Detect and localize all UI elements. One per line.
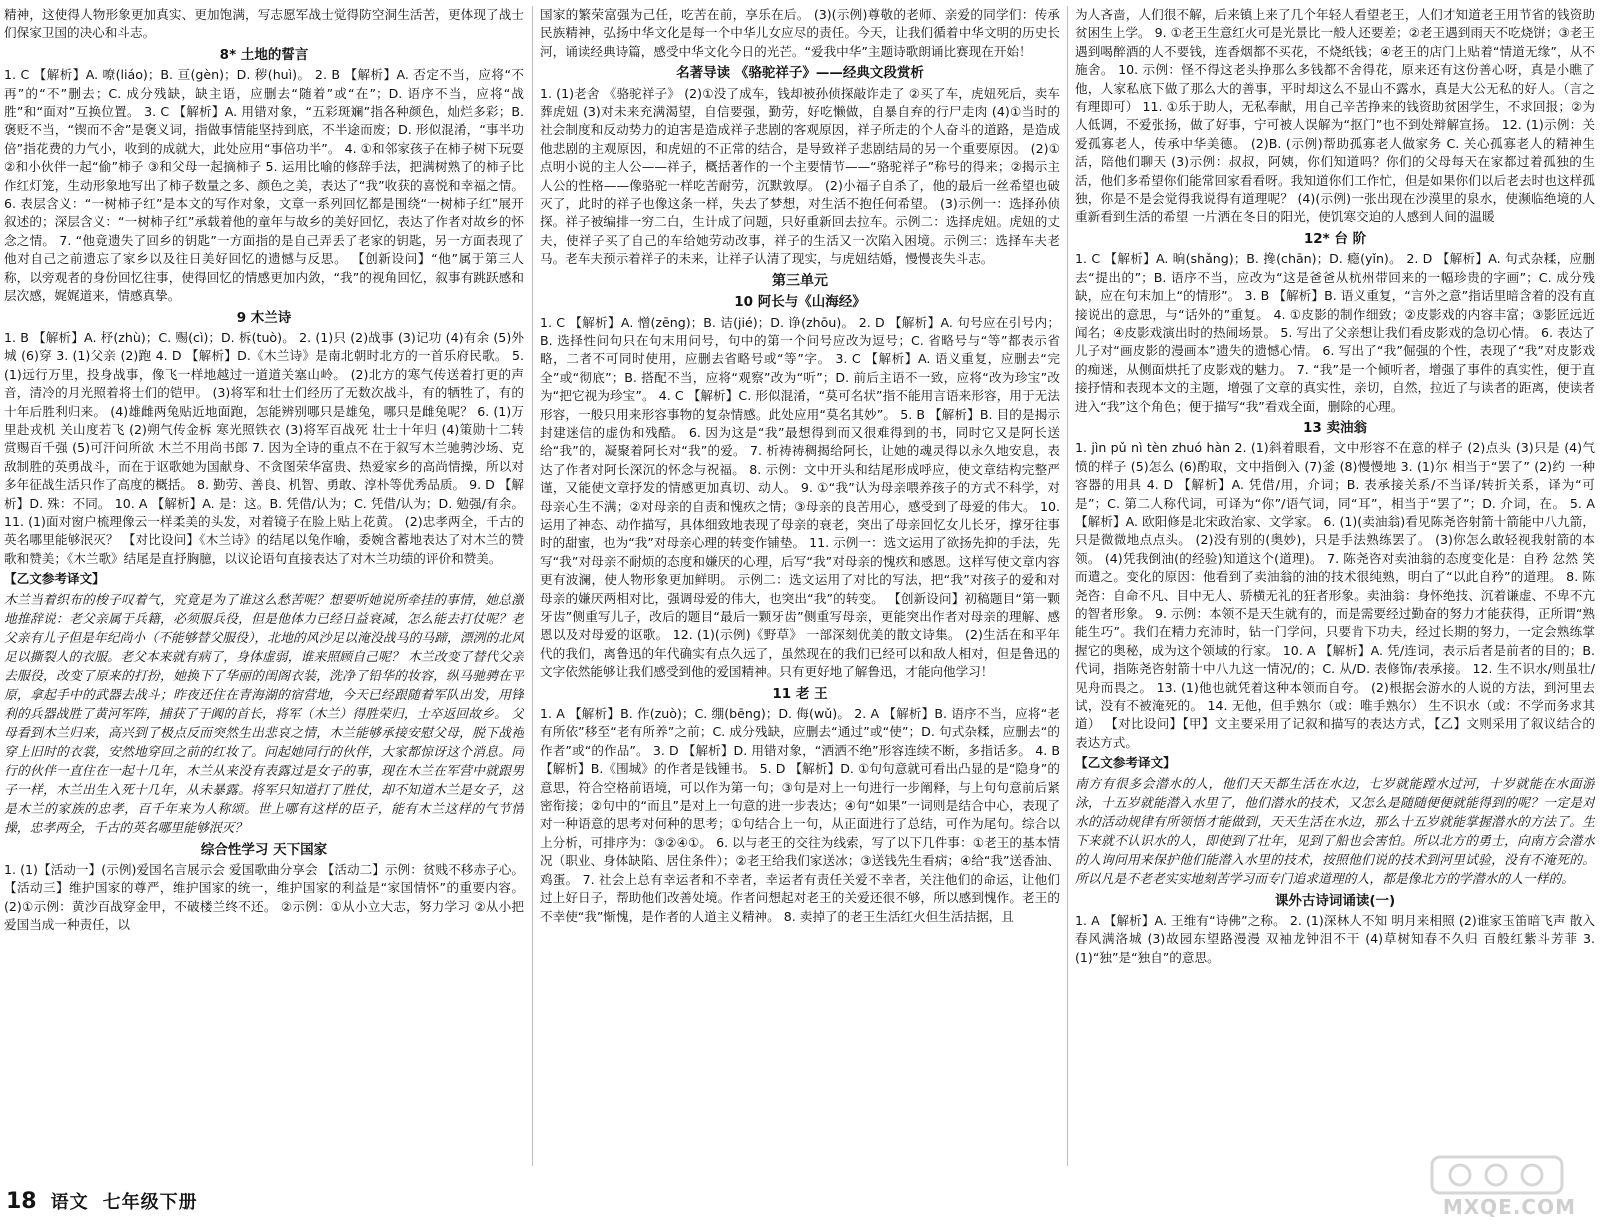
section-title-10: 10 阿长与《山海经》 [734,294,866,311]
subject-label: 语文 [50,1192,89,1213]
translation-heading-1: 【乙文参考译文】 [4,571,105,587]
section-title-comprehensive: 综合性学习 天下国家 [200,841,328,858]
column-left [4,6,524,1166]
section-body-12: 1. C 【解析】A. 晌(shǎng)；B. 搀(chān)；D. 瘾(yǐn)。 2. D 【解析】A. 句式杂糅，应删去“提出的”；B. 语序不当，应改为“这是爸爸从杭州带回来的一幅珍贵的字画”；C. 成分残缺，应在句末加上“的情形”。 3. B 【解析】B. 语义重复，“言外之意”指话里暗含着的没有直接说出的意思，与“话外的”重复。 4. ①皮影的制作细致；②皮影戏的内容丰富；③影匠远近闻名；④皮影戏演出时的热闹场景。 5. 写出了父亲想让我们看皮影戏的急切心情。 6. 表达了儿子对“画皮影的漫画本”遗失的遗憾心情。 6. 写出了“我”倔强的个性，表现了“我”对皮影戏的痴迷，从侧面烘托了皮影戏的魅力。 7. “我”是一个倾听者，增强了事件的真实性，便于直接抒情和表现本文的主题，增强了文章的真实性，亲切，自然，拉近了与读者的距离，使读者进入“我”这个角色；便于描写“我”看戏全面，删除的心理。 [1075,251,1595,414]
column-right [1075,6,1595,1166]
col3-intro: 为人吝啬，人们很不解，后来镇上来了几个年轻人看望老王，人们才知道老王用节省的钱资助贫困生上学。 9. ①老王生意红火可是光景比一般人还要差；②老王遇到雨天不吃烧饼；③老王遇到喝醉酒的人不要钱，连香烟都不买花，不烧纸钱；④老王的店门上贴着“情道无缘”，从不施舍。 10. 示例：怪不得这老头挣那么多钱都不舍得花，原来还有这份善心呀，真是小瞧了他，人家私底下做了那么大的善事，平时却这么不显山不露水，真是大公无私的好人。（言之有理即可） 11. ①乐于助人，无私奉献，用自己辛苦挣来的钱资助贫困学生，不求回报；②为人低调，不爱张扬，做了好事，宁可被人误解为“抠门”也不到处辩解宣扬。 12. (1)示例：关爱孤寡老人，传承中华美德。 (2)B. (示例)帮助孤寡老人做家务 C. 关心孤寡老人的精神生活，陪他们聊天 (3)示例：叔叔，阿姨，你们知道吗？你们的父母每天在家都过着孤独的生活，他们多希望你们能常回家看看呀。我知道你们工作忙，但是如果你们以后老去时也这样孤独，你是不是会觉得我说得有道理呢？ (4)(示例)一张出现在沙漠里的泉水，使濒临绝境的人重新看到生活的希望 一片洒在冬日的阳光，使饥寒交迫的人感到人间的温暖 [1075,7,1595,225]
translation-body-2: 南方有很多会潜水的人，他们天天都生活在水边，七岁就能蹚水过河，十岁就能在水面游泳，十五岁就能潜入水里了，他们潜水的技术，又怎么是随随便便就能得到的呢？一定是对水的活动规律有所领悟才能做到，天天生活在水边，那么十五岁就能掌握潜水的方法了。生下来就不认识水的人，即使到了壮年，见到了船也会害怕。所以北方的勇士，向南方会潜水的人询问用来保护他们能潜入水里的技术，按照他们说的技术到河里试验，没有不淹死的。所以凡是不老老实实地刻苦学习而专门追求道理的人，都是像北方的学潜水的人一样的。 [1075,776,1595,887]
col2-intro: 国家的繁荣富强为己任，吃苦在前，享乐在后。 (3)(示例)尊敬的老师、亲爱的同学们：传承民族精神，弘扬中华文化是每一个中华儿女应尽的责任。今天，让我们循着中华文明的历史长河，诵读经典诗篇，感受中华文化今日的光芒。“爱我中华”主题诗歌朗诵比赛现在开始！ [540,7,1060,59]
page-footer [6,1188,198,1218]
section-body-10: 1. C 【解析】A. 憎(zēng)；B. 诘(jié)；D. 诤(zhōu)。 2. D 【解析】A. 句号应在引号内；B. 选择性问句只在句末用问号，句中的第一个问号应改为逗号；C. 省略号与“等”都表示省略，二者不可同时使用，应删去省略号或“等”字。 3. C 【解析】A. 语义重复，应删去“完全”或“彻底”；B. 搭配不当，应将“观察”改为“听”；D. 前后主语不一致，应将“改为珍宝”改为“把它视为珍宝”。 4. C 【解析】C. 形似混淆，“莫可名状”指不能用言语来形容，用于无法形容，一般只用来形容事物的复杂情感。此处应用“莫名其妙”。 5. B 【解析】B. 目的是揭示封建迷信的虚伪和残酷。 6. 因为这是“我”最想得到而又很难得到的书，同时它又是阿长送给“我”的，凝聚着阿长对“我”的爱。 7. 析祷祷稠揭给阿长，让她的魂灵得以永久地安息，表达了作者对阿长深沉的怀念与祝福。 8. 示例：文中开头和结尾形成呼应，使文章结构完整严谨，又能使文章抒发的情感更加真切、动人。 9. ①“我”认为母亲喂养孩子的方式不科学，对母亲心生不满；②对母亲的自责和愧疚之情；③母亲的良苦用心，感受到了母爱的伟大。 10. 运用了神态、动作描写，具体细致地表现了母亲的衰老，突出了母亲回忆女儿长牙，撑牙往事时的甜蜜，也为“我”对母亲心理的转变作铺垫。 11. 示例一：选文运用了欲扬先抑的手法，先写“我”对母亲不耐烦的态度和嫌厌的心理，后写“我”对母亲的愧疚和感恩。这样写使文章内容更有波澜，使人物形象更加鲜明。 示例二：选文运用了对比的写法，把“我”对孩子的爱和对母亲的嫌厌两相对比，强调母爱的伟大，也突出“我”的转变。 【创新设问】初稿题目“第一颗牙齿”侧重写儿子，改后的题目“最后一颗牙齿”侧重写母亲，更能突出作者对母亲的理解、感恩以及对母爱的讴歌。 12. (1)(示例)《野草》 一部深刻优美的散文诗集。 (2)生活在和平年代的我们，离鲁迅的年代确实有点久远了，虽然现在的我们已经可以和敌人相对，但是鲁迅的文字依然能够让我们感受到他的爱国精神。只有更好地了解鲁迅，才能向他学习！ [540,314,1060,680]
column-divider [532,6,533,1166]
section-title-poems: 课外古诗词诵读(一) [1274,892,1396,909]
watermark-logo [1392,1155,1582,1219]
section-body-poems: 1. A 【解析】A. 王维有“诗佛”之称。 2. (1)深林人不知 明月来相照 (2)谁家玉笛暗飞声 散入春风满洛城 (3)故园东望路漫漫 双袖龙钟泪不干 (4)草树知春不久归 百般红紫斗芳菲 3. (1)“独”是“独自”的意思。 [1075,913,1595,965]
section-body-comprehensive: 1. (1)【活动一】(示例)爱国名言展示会 爱国歌曲分享会 【活动二】示例：贫贱不移赤子心。 【活动三】维护国家的尊严，维护国家的统一，维护国家的利益是“家国情怀”的重要内容。 (2)①示例：黄沙百战穿金甲，不破楼兰终不还。 ②示例：①从小立大志，努力学习 ②从小把爱国当成一种责任，以 [4,862,524,933]
section-title-9: 9 木兰诗 [236,309,292,326]
grade-label: 七年级下册 [102,1192,198,1213]
section-title-13: 13 卖油翁 [1303,419,1367,436]
section-title-8: 8* 土地的誓言 [219,46,309,63]
section-title-11: 11 老 王 [772,685,828,702]
watermark-text: MXQE.COM [1442,1195,1576,1219]
section-body-13: 1. jìn pǔ nì tèn zhuó hàn 2. (1)斜着眼看，文中形容不在意的样子 (2)点头 (3)只是 (4)气愤的样子 (5)怎么 (6)酌取，文中指倒入 (7)釜 (8)慢慢地 3. (1)尔 相当于“罢了” (2)约 一种容器的用具 4. D 【解析】A. 凭借/用，介词；B. 表承接关系/不当译/转折关系，译为“可是”；C. 第二人称代词，可译为“你”/语气词，同“耳”，相当于“罢了”；D. 介词，在。 5. A 【解析】A. 欧阳修是北宋政治家、文学家。 6. (1)(卖油翁)看见陈尧咨射箭十箭能中八九箭，只是微微地点点头。 (2)没有别的(奥妙)，只是手法熟练罢了。 (3)你怎么敢轻视我射箭的本领。 (4)凭我倒油(的经验)知道这个(道理)。 7. 陈尧咨对卖油翁的态度变化是：自矜 忿然 笑而遣之。变化的原因：他看到了卖油翁的油的技术很纯熟，明白了“以此自矜”的道理。 8. 陈尧咨：自命不凡、目中无人、骄横无礼的狂者形象。卖油翁：身怀绝技、沉着谦虚、不卑不亢的智者形象。 9. 示例：本领不是天生就有的，而是需要经过勤奋的努力才能获得，正所谓“熟能生巧”。我们在精力充沛时，钻一门学问，只要肯下功夫，经过长期的努力，一定会熟练掌握它的奥秘，成为这个领域的行家。 10. A 【解析】A. 凭/连词，表示后者是前者的目的；B. 代词，指陈尧咨射箭十中八九这一情况/的；C. 从/D. 表修饰/表承接。 12. 生不识水/则虽壮/见舟而畏之。 13. (1)他也就凭着这种本领而自夸。 (2)根据会游水的人说的方法，到河里去试，没有不被淹死的。 14. 无他，但手熟尔（或：唯手熟尔） 生不识水（或：不学而务求其道） 【对比设问】【甲】文主要采用了记叙和描写的表达方式，【乙】文则采用了叙议结合的表达方式。 [1075,440,1595,750]
section-body-8: 1. C 【解析】A. 嘹(liáo)；B. 亘(gèn)；D. 秽(huì)。 2. B 【解析】A. 否定不当，应将“不再”的“不”删去；C. 成分残缺，缺主语，应删去“随着”或“在”；D. 语序不当，应将“战胜”和“面对”互换位置。 3. C 【解析】A. 用错对象，“五彩斑斓”指各种颜色，灿烂多彩；B. 褒贬不当，“锲而不舍”是褒义词，指做事情能坚持到底，不半途而废；D. 形似混淆，“事半功倍”指花费的力气小，收到的成就大，此处应用“事倍功半”。 4. ①和邻家孩子在柿子树下玩耍 ②和小伙伴一起“偷”柿子 ③和父母一起摘柿子 5. 运用比喻的修辞手法，把满树熟了的柿子比作红灯笼，生动形象地写出了柿子数量之多、颜色之美，表达了“我”收获的喜悦和幸福之情。 6. 表层含义：“一树柿子红”是本文的写作对象，文章一系列回忆都是围绕“一树柿子红”展开叙述的；深层含义：“一树柿子红”承载着他的童年与故乡的美好回忆，表达了作者对故乡的怀念之情。 7. “他竟遗失了回乡的钥匙”一方面指的是自己弄丢了老家的钥匙，另一方面表现了他对自己之前遗忘了家乡以及往日美好回忆的遗憾与反思。 【创新设问】“他”属于第三人称，以旁观者的身份回忆往事，使得回忆的情感更加内敛，“我”的视角回忆，叙事有跳跃感和层次感，娓娓道来，情感真挚。 [4,67,524,304]
column-divider [1067,6,1068,1166]
section-title-12: 12* 台 阶 [1303,230,1367,247]
translation-body-1: 木兰当着织布的梭子叹着气，究竟是为了谁这么愁苦呢？想要听她说所牵挂的事情，她总激地推辞说：老父亲属于兵籍，必须服兵役，但是他体力已经日益衰减，怎么能去打仗呢？老父亲有儿子但是年纪尚小（不能够替父服役），北地的风沙足以淹没战马的马蹄，漂洌的北风足以撕裂人的衣服。老父本来就有病了，身体虚弱，谁来照顾自己呢？ 木兰改变了替代父亲去服役，改变了原来的打扮，她换下了华丽的闺阁衣装，洗净了铅华的妆容，纵马驰骋在平原，拿起手中的武器去战斗；昨夜还住在青海湖的宿营地，今天已经跟随着军队出发，用锋利的兵器战胜了黄河军阵，捕获了于阗的首长，将军（木兰）得胜荣归，士卒返回故乡。 父母看到木兰归来，高兴到了极点反而突然生出悲哀之情，木兰能够承接安慰父母，脱下战袍穿上旧时的衣裳，安然地穿回之前的红妆了。问起她同行的伙伴，大家都惊讶这个消息。同行的伙伴一直住在一起十几年，木兰从来没有表露过是女子的事，现在木兰在军营中就跟男子一样，木兰出生入死十几年，从未暴露。将军只知道打了胜仗，却不知道木兰是女子，这是木兰的家族的忠孝，百千年来为人称颂。世上哪有这样的臣子，能有木兰这样的气节情操，忠孝两全，千古的英名哪里能够泯灭？ [4,592,524,836]
section-body-classic-reading: 1. (1)老舍 《骆驼祥子》 (2)①没了成车，钱却被孙侦探敲诈走了 ②买了车，虎妞死后，卖车葬虎妞 (3)对未来充满渴望，自信要强，勤劳，好吃懒做，自暴自弃的行尸走肉 (4)①当时的社会制度和反动势力的迫害是造成祥子悲剧的客观原因，祥子所走的个人奋斗的道路，是造成他悲剧的主观原因，和虎妞的不正常的结合，是导致祥子悲剧结局的另一个重要原因。 (2)①点明小说的主人公——祥子，概括著作的一个主要情节——“骆驼祥子”称号的得来；②揭示主人公的性格——像骆驼一样吃苦耐劳，沉默敦厚。 (2)小福子自杀了，他的最后一丝希望也破灭了，此时的祥子也像这条一样，失去了梦想，对生活不抱任何希望。 (3)示例一：选择孙侦探。祥子被编排一穷二白，生计成了问题，只好重新回去拉车。示例二：选择虎妞。虎妞的丈夫，使祥子买了自己的车给她劳动改事，祥子的生活又一次陷入困境。示例三：选择车夫老马。老车夫预示着祥子的未来，让祥子认清了现实，与虎妞结婚，慢慢丧失斗志。 [540,85,1060,267]
column-middle [540,6,1060,1166]
translation-heading-2: 【乙文参考译文】 [1075,755,1176,771]
section-title-classic-reading: 名著导读 《骆驼祥子》——经典文段赏析 [676,65,924,82]
section-body-11: 1. A 【解析】B. 作(zuò)；C. 绷(bēng)；D. 侮(wǔ)。 2. A 【解析】B. 语序不当，应将“老有所依”移至“老有所养”之前；C. 成分残缺，应删去“通过”或“使”；D. 句式杂糅，应删去“的作者”或“的作品”。 3. D 【解析】D. 用错对象，“洒洒不绝”形容连续不断，多指话多。 4. B 【解析】B.《围城》的作者是钱锺书。 5. D 【解析】D. ①句句意就可看出凸显的是“隐身”的意思，符合空格前语境，可以作为第一句；③句是对上一句进行一步阐释，与上句句意前后紧密衔接；②句中的“而且”是对上一句意的进一步表达；④句“如果”一词则是结合中心，表现了对一种语意的思考对何种的思考；①句结合上一句，从正面进行了总结，可作为尾句。综合以上分析，可排序为：③②④①。 6. 以与老王的交往为线索，写了以下几件事：①老王的基本情况（职业、身体缺陷、居住条件）；②老王给我们家送冰；③送钱先生看病；④给“我”送香油、鸡蛋。 7. 社会上总有幸运者和不幸者，幸运者有责任关爱不幸者，关注他们的命运，让他们过上好日子，帮助他们改善处境。作者问想起对老王的关爱还很不够，所以感到愧作。老王的不幸使“我”惭愧，是作者的人道主义精神。 8. 卖掉了的老王生活红火但生活拮据，且 [540,706,1060,924]
section-body-9: 1. B 【解析】A. 杼(zhù)；C. 赐(cì)；D. 柝(tuò)。 2. (1)只 (2)战事 (3)记功 (4)有余 (5)外城 (6)穿 3. (1)父亲 (2)跑 4. D 【解析】D.《木兰诗》是南北朝时北方的一首乐府民歌。 5. (1)远行万里，投身战事，像飞一样地越过一道道关塞山岭。 (2)北方的寒气传送着打更的声音，清冷的月光照着将士们的铠甲。 (3)将军和壮士们经历了无数次战斗，有的牺牲了，有的十年后胜利归来。 (4)雄雌两兔贴近地面跑，怎能辨别哪只是雄兔，哪只是雌兔呢？ 6. (1)万里赴戎机 关山度若飞 (2)朔气传金柝 寒光照铁衣 (3)将军百战死 壮士十年归 (4)策勋十二转 赏赐百千强 (5)可汗问所欲 木兰不用尚书郎 7. 因为全诗的重点不在于叙写木兰驰骋沙场、克敌制胜的英勇战斗，而在于讴歌她为国献身、不贪图荣华富贵、热爱家乡的高尚情操，所以对多年征战生活只作了高度的概括。 8. 勤劳、善良、机智、勇敢、淳朴等优秀品质。 9. D 【解析】D. 殊：不同。 10. A 【解析】A. 是：这。B. 凭借/认为；C. 凭借/认为；D. 勉强/有余。 11. (1)面对窗户梳理像云一样柔美的头发，对着镜子在脸上贴上花黄。 (2)忠孝两全，千古的英名哪里能够泯灭？ 【对比设问】《木兰诗》的结尾以兔作喻，委婉含蓄地表达了对木兰的赞歌和赞美；《木兰歌》结尾是直抒胸臆，以议论语句直接表达了对木兰功绩的评价和赞美。 [4,329,524,566]
col1-intro: 精神，这使得人物形象更加真实、更加饱满，写志愿军战士觉得防空洞生活苦，更体现了战士们保家卫国的决心和斗志。 [4,7,524,41]
page-number: 18 [6,1189,37,1214]
unit-title-3: 第三单元 [772,272,828,289]
